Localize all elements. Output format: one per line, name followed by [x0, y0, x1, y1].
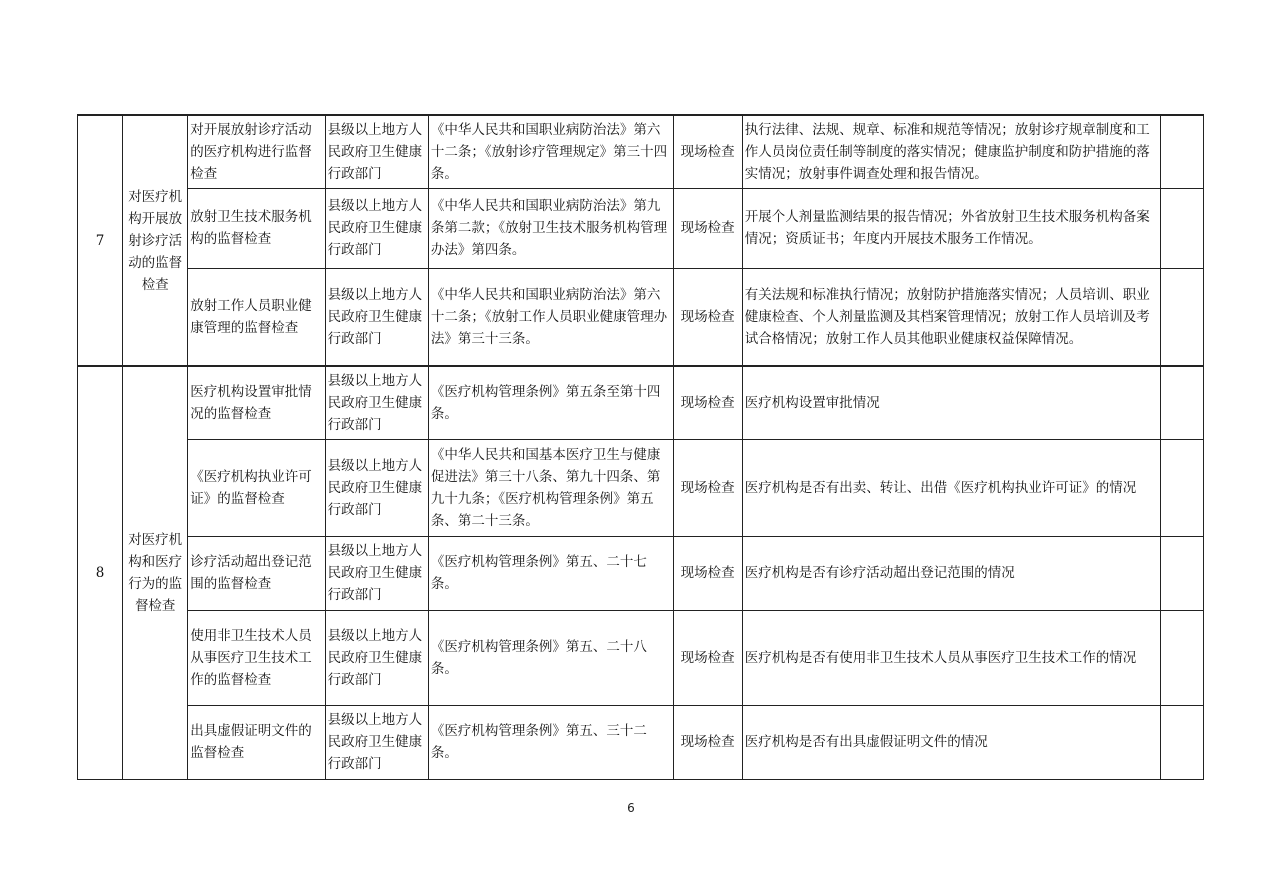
sub-item: 诊疗活动超出登记范围的监督检查 [188, 536, 325, 610]
note-cell [1160, 536, 1203, 610]
table-row [78, 439, 1204, 536]
item-name: 对医疗机构开展放射诊疗活动的监督检查 [123, 115, 188, 366]
sub-item: 使用非卫生技术人员从事医疗卫生技术工作的监督检查 [188, 610, 325, 705]
legal-basis: 《中华人民共和国职业病防治法》第六十二条；《放射工作人员职业健康管理办法》第三十三条。 [428, 268, 673, 366]
note-cell [1160, 439, 1203, 536]
sub-item: 医疗机构设置审批情况的监督检查 [188, 366, 325, 439]
table-row [78, 705, 1204, 779]
inspection-method: 现场检查 [673, 366, 742, 439]
inspection-subject: 县级以上地方人民政府卫生健康行政部门 [325, 188, 428, 268]
table-row [78, 366, 1204, 439]
note-cell [1160, 188, 1203, 268]
item-number: 8 [78, 366, 123, 779]
legal-basis: 《中华人民共和国职业病防治法》第六十二条；《放射诊疗管理规定》第三十四条。 [428, 115, 673, 188]
inspection-subject: 县级以上地方人民政府卫生健康行政部门 [325, 439, 428, 536]
legal-basis: 《中华人民共和国职业病防治法》第九条第二款；《放射卫生技术服务机构管理办法》第四条。 [428, 188, 673, 268]
inspection-content: 医疗机构是否有出卖、转让、出借《医疗机构执业许可证》的情况 [742, 439, 1160, 536]
table-row [78, 536, 1204, 610]
item-number: 7 [78, 115, 123, 366]
table-row [78, 115, 1204, 188]
inspection-content: 执行法律、法规、规章、标准和规范等情况；放射诊疗规章制度和工作人员岗位责任制等制度的落实情况；健康监护制度和防护措施的落实情况；放射事件调查处理和报告情况。 [742, 115, 1160, 188]
inspection-content: 有关法规和标准执行情况；放射防护措施落实情况；人员培训、职业健康检查、个人剂量监测及其档案管理情况；放射工作人员培训及考试合格情况；放射工作人员其他职业健康权益保障情况。 [742, 268, 1160, 366]
sub-item: 出具虚假证明文件的监督检查 [188, 705, 325, 779]
inspection-method: 现场检查 [673, 115, 742, 188]
note-cell [1160, 610, 1203, 705]
inspection-content: 医疗机构是否有出具虚假证明文件的情况 [742, 705, 1160, 779]
legal-basis: 《医疗机构管理条例》第五、二十八条。 [428, 610, 673, 705]
table-row [78, 188, 1204, 268]
note-cell [1160, 115, 1203, 188]
inspection-subject: 县级以上地方人民政府卫生健康行政部门 [325, 610, 428, 705]
table-row [78, 610, 1204, 705]
inspection-table [77, 114, 1204, 780]
sub-item: 放射卫生技术服务机构的监督检查 [188, 188, 325, 268]
inspection-method: 现场检查 [673, 439, 742, 536]
note-cell [1160, 705, 1203, 779]
inspection-method: 现场检查 [673, 705, 742, 779]
item-name: 对医疗机构和医疗行为的监督检查 [123, 366, 188, 779]
legal-basis: 《医疗机构管理条例》第五、三十二条。 [428, 705, 673, 779]
inspection-content: 医疗机构设置审批情况 [742, 366, 1160, 439]
inspection-method: 现场检查 [673, 610, 742, 705]
inspection-content: 开展个人剂量监测结果的报告情况；外省放射卫生技术服务机构备案情况；资质证书；年度内开展技术服务工作情况。 [742, 188, 1160, 268]
inspection-content: 医疗机构是否有使用非卫生技术人员从事医疗卫生技术工作的情况 [742, 610, 1160, 705]
sub-item: 《医疗机构执业许可证》的监督检查 [188, 439, 325, 536]
sub-item: 对开展放射诊疗活动的医疗机构进行监督检查 [188, 115, 325, 188]
inspection-method: 现场检查 [673, 268, 742, 366]
inspection-method: 现场检查 [673, 188, 742, 268]
inspection-subject: 县级以上地方人民政府卫生健康行政部门 [325, 268, 428, 366]
inspection-subject: 县级以上地方人民政府卫生健康行政部门 [325, 536, 428, 610]
legal-basis: 《医疗机构管理条例》第五、二十七条。 [428, 536, 673, 610]
legal-basis: 《医疗机构管理条例》第五条至第十四条。 [428, 366, 673, 439]
sub-item: 放射工作人员职业健康管理的监督检查 [188, 268, 325, 366]
note-cell [1160, 366, 1203, 439]
note-cell [1160, 268, 1203, 366]
page-number: 6 [627, 801, 635, 815]
inspection-subject: 县级以上地方人民政府卫生健康行政部门 [325, 366, 428, 439]
table-row [78, 268, 1204, 366]
legal-basis: 《中华人民共和国基本医疗卫生与健康促进法》第三十八条、第九十四条、第九十九条；《医疗机构管理条例》第五条、第二十三条。 [428, 439, 673, 536]
inspection-subject: 县级以上地方人民政府卫生健康行政部门 [325, 705, 428, 779]
inspection-content: 医疗机构是否有诊疗活动超出登记范围的情况 [742, 536, 1160, 610]
inspection-method: 现场检查 [673, 536, 742, 610]
inspection-subject: 县级以上地方人民政府卫生健康行政部门 [325, 115, 428, 188]
